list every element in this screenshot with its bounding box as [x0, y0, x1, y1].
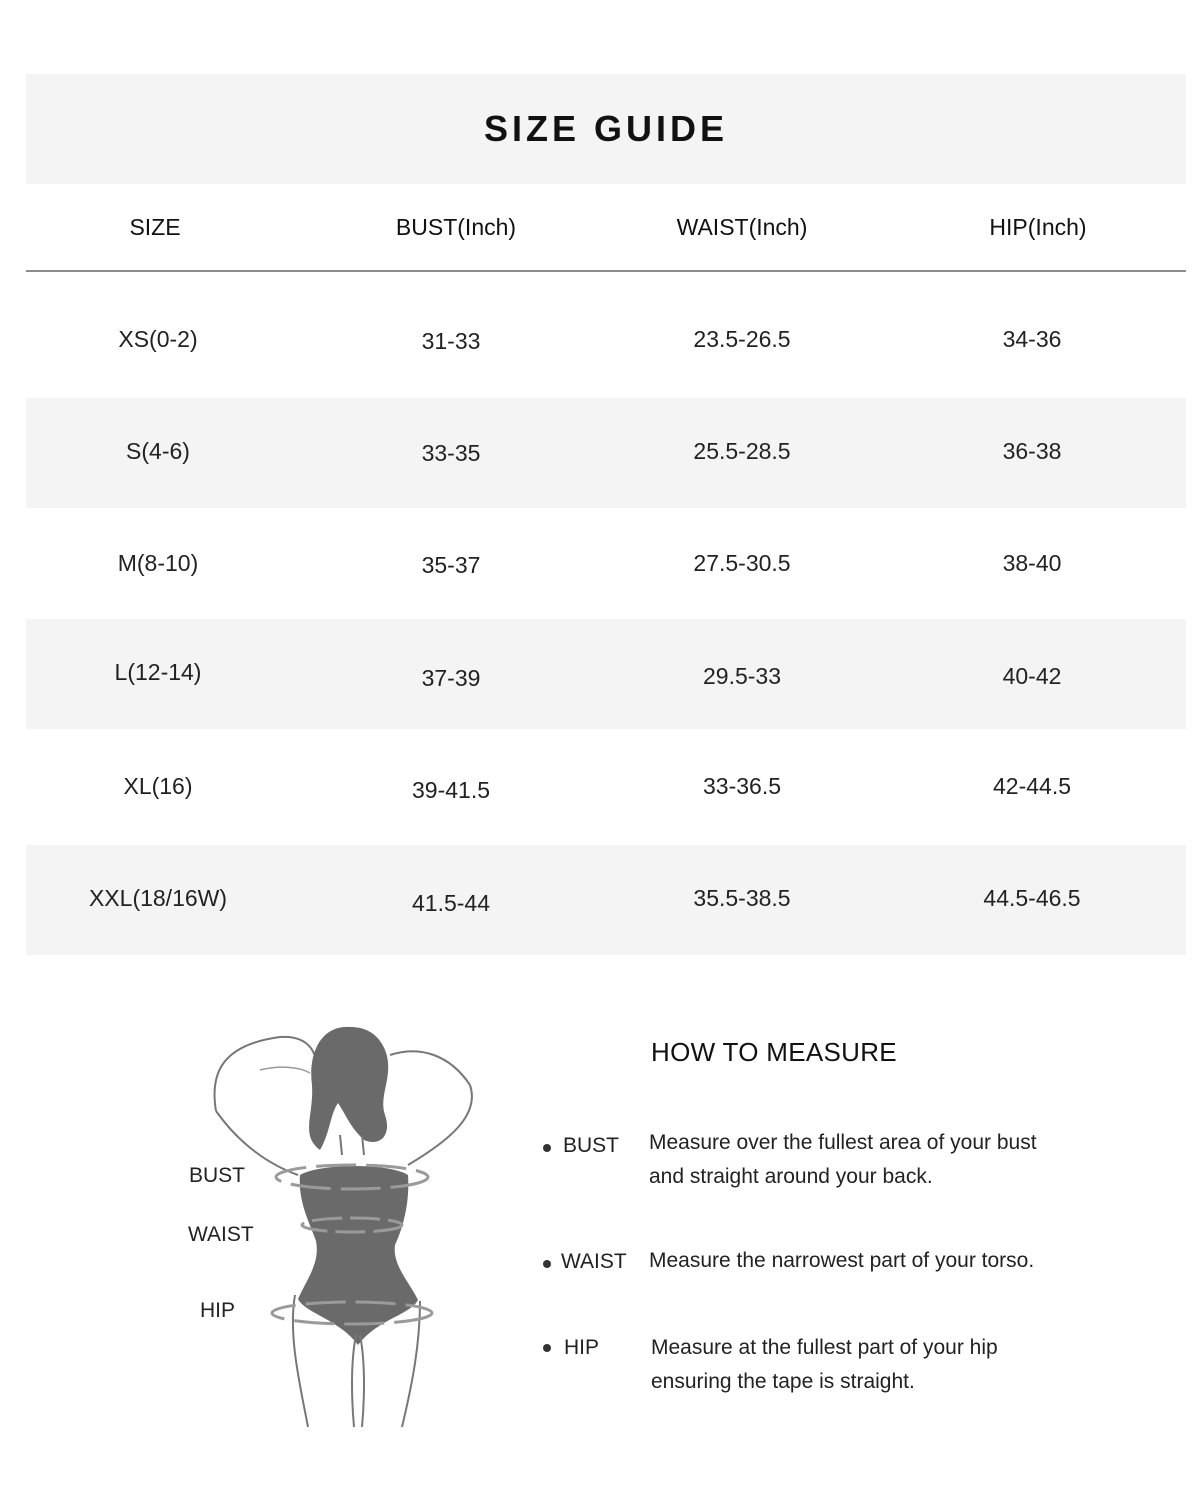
- measure-description: [649, 1126, 1109, 1194]
- table-row: [26, 845, 1186, 955]
- measure-description-line: Measure over the fullest area of your bust: [649, 1131, 1037, 1154]
- waist-cell: 29.5-33: [702, 663, 782, 689]
- bullet-icon: [543, 1260, 551, 1268]
- table-row: [26, 510, 1186, 620]
- figure-label-bust: BUST: [189, 1164, 246, 1187]
- measure-description-line: and straight around your back.: [649, 1165, 933, 1188]
- measure-description: [651, 1331, 1111, 1399]
- column-header-size: SIZE: [129, 214, 181, 240]
- bust-cell: 31-33: [421, 328, 481, 354]
- figure-label-waist: WAIST: [188, 1223, 254, 1246]
- measure-name: BUST: [563, 1134, 620, 1157]
- waist-cell: 27.5-30.5: [693, 550, 791, 576]
- measure-name: WAIST: [561, 1250, 627, 1273]
- title-band: [26, 74, 1186, 184]
- waist-cell: 33-36.5: [702, 773, 782, 799]
- hip-cell: 36-38: [1002, 438, 1062, 464]
- hip-cell: 40-42: [1002, 663, 1062, 689]
- hip-cell: 42-44.5: [992, 773, 1072, 799]
- size-cell: XL(16): [123, 773, 193, 799]
- measure-description-line: Measure at the fullest part of your hip: [651, 1336, 998, 1359]
- how-to-measure-title: HOW TO MEASURE: [651, 1037, 897, 1067]
- waist-cell: 23.5-26.5: [693, 326, 791, 352]
- hip-cell: 38-40: [1002, 550, 1062, 576]
- figure-label-hip: HIP: [200, 1299, 236, 1322]
- bullet-icon: [543, 1344, 551, 1352]
- size-cell: XXL(18/16W): [88, 885, 228, 911]
- waist-cell: 35.5-38.5: [693, 885, 791, 911]
- measure-name: HIP: [564, 1336, 600, 1359]
- page-title: SIZE GUIDE: [483, 108, 729, 149]
- measure-description-line: Measure the narrowest part of your torso.: [649, 1249, 1035, 1272]
- table-row: [26, 619, 1186, 729]
- bust-cell: 41.5-44: [411, 890, 491, 916]
- column-header-waist: WAIST(Inch): [676, 214, 808, 240]
- bust-cell: 37-39: [421, 665, 481, 691]
- table-row: [26, 286, 1186, 396]
- bullet-icon: [543, 1144, 551, 1152]
- column-header-bust: BUST(Inch): [395, 214, 517, 240]
- measure-description: [649, 1244, 1109, 1278]
- waist-cell: 25.5-28.5: [693, 438, 791, 464]
- body-figure-illustration: [180, 1015, 510, 1435]
- table-row: [26, 398, 1186, 508]
- table-row: [26, 733, 1186, 843]
- hip-cell: 44.5-46.5: [983, 885, 1081, 911]
- measure-description-line: ensuring the tape is straight.: [651, 1370, 915, 1393]
- size-cell: L(12-14): [114, 659, 202, 685]
- size-cell: M(8-10): [117, 550, 199, 576]
- bust-cell: 35-37: [421, 552, 481, 578]
- size-cell: XS(0-2): [118, 326, 198, 352]
- column-header-hip: HIP(Inch): [989, 214, 1087, 240]
- hip-cell: 34-36: [1002, 326, 1062, 352]
- table-header: [26, 184, 1186, 272]
- bust-cell: 33-35: [421, 440, 481, 466]
- size-cell: S(4-6): [126, 438, 190, 464]
- bust-cell: 39-41.5: [411, 777, 491, 803]
